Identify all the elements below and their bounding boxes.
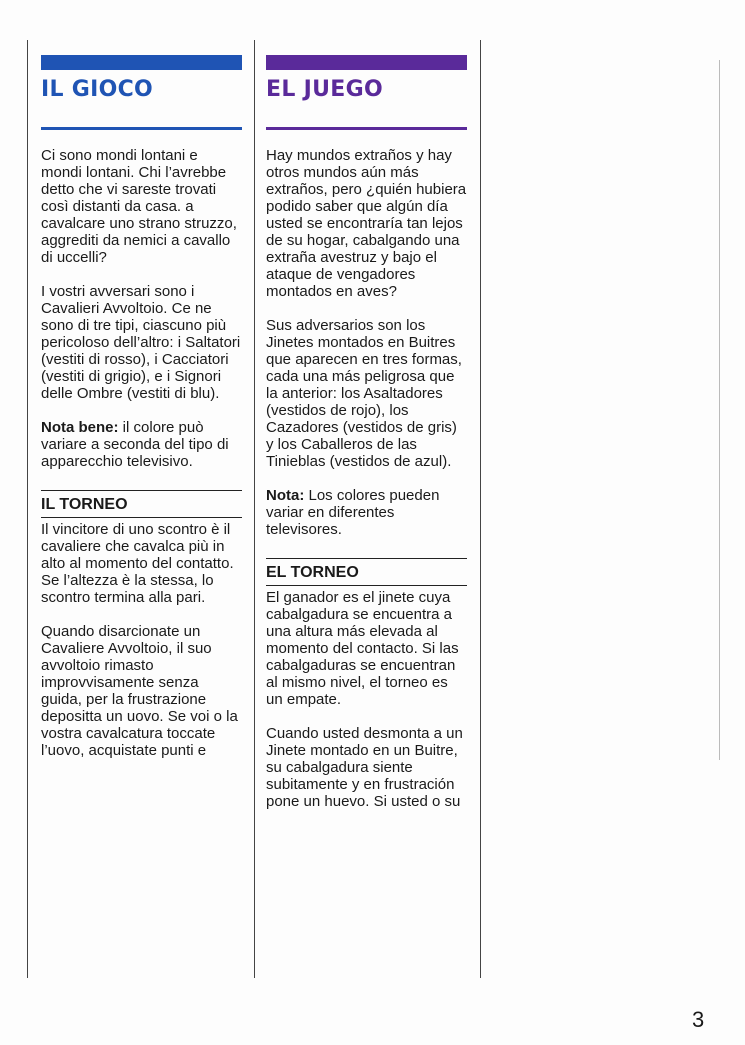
spanish-note-text: Los colores pueden variar en diferentes televisores. [266, 487, 440, 538]
italian-title: IL GIOCO [41, 77, 154, 102]
spanish-title: EL JUEGO [266, 77, 383, 102]
spanish-header-bar [266, 55, 467, 70]
spanish-column [266, 55, 467, 827]
italian-note [41, 419, 242, 470]
column-divider-left [27, 40, 28, 978]
italian-note-text: il colore può variare a seconda del tipo di apparecchio televisivo. [41, 419, 229, 470]
italian-subhead-rule [41, 517, 242, 518]
column-divider-right [480, 40, 481, 978]
spanish-paragraph-4: Cuando usted desmonta a un Jinete montado en un Buitre, su cabalgadura siente subitamente y en frustración pone un huevo. Si usted o su [266, 725, 463, 810]
italian-paragraph-1: Ci sono mondi lontani e mondi lontani. Chi l’avrebbe detto che vi sareste trovati così distanti da casa. a cavalcare uno strano struzzo, aggrediti da nemici a cavallo di uccelli? [41, 147, 237, 266]
spanish-subhead-rule [266, 585, 467, 586]
italian-note-label: Nota bene: [41, 419, 119, 436]
spanish-note [266, 487, 467, 538]
italian-section-rule [41, 490, 242, 491]
spanish-paragraph-3: El ganador es el jinete cuya cabalgadura se encuentra a una altura más elevada al momento del contacto. Si las cabalgaduras se encuentran al mismo nivel, el torneo es un empate. [266, 589, 459, 708]
italian-paragraph-3: Il vincitore di uno scontro è il cavaliere che cavalca più in alto al momento del contatto. Se l’altezza è la stessa, lo scontro termina alla pari. [41, 521, 234, 606]
spanish-paragraph-1: Hay mundos extraños y hay otros mundos aún más extraños, pero ¿quién hubiera podido saber que algún día usted se encontraría tan lejos de su hogar, cabalgando una extraña avestruz y bajo el ataque de vengadores montados en aves? [266, 147, 467, 300]
page-number: 3 [692, 1007, 705, 1032]
spanish-note-label: Nota: [266, 487, 305, 504]
column-divider-middle [254, 40, 255, 978]
italian-paragraph-4: Quando disarcionate un Cavaliere Avvoltoio, il suo avvoltoio rimasto improvvisamente senza guida, per la frustrazione depositta un uovo. Se voi o la vostra cavalcatura toccate l’uovo, acquistate punti e [41, 623, 238, 759]
page-edge-line [719, 60, 720, 760]
spanish-section-rule [266, 558, 467, 559]
spanish-paragraph-2: Sus adversarios son los Jinetes montados en Buitres que aparecen en tres formas, cada una más peligrosa que la anterior: los Asaltadores (vestidos de rojo), los Cazadores (vestidos de gris) y los Caballeros de las Tinieblas (vestidos de azul). [266, 317, 462, 470]
italian-header-bar [41, 55, 242, 70]
italian-subhead: IL TORNEO [41, 496, 128, 513]
spanish-subhead: EL TORNEO [266, 564, 359, 581]
italian-column [41, 55, 242, 776]
italian-paragraph-2: I vostri avversari sono i Cavalieri Avvoltoio. Ce ne sono di tre tipi, ciascuno più pericoloso dell’altro: i Saltatori (vestiti di rosso), i Cacciatori (vestiti di grigio), e i Signori delle Ombre (vestiti di blu). [41, 283, 241, 402]
